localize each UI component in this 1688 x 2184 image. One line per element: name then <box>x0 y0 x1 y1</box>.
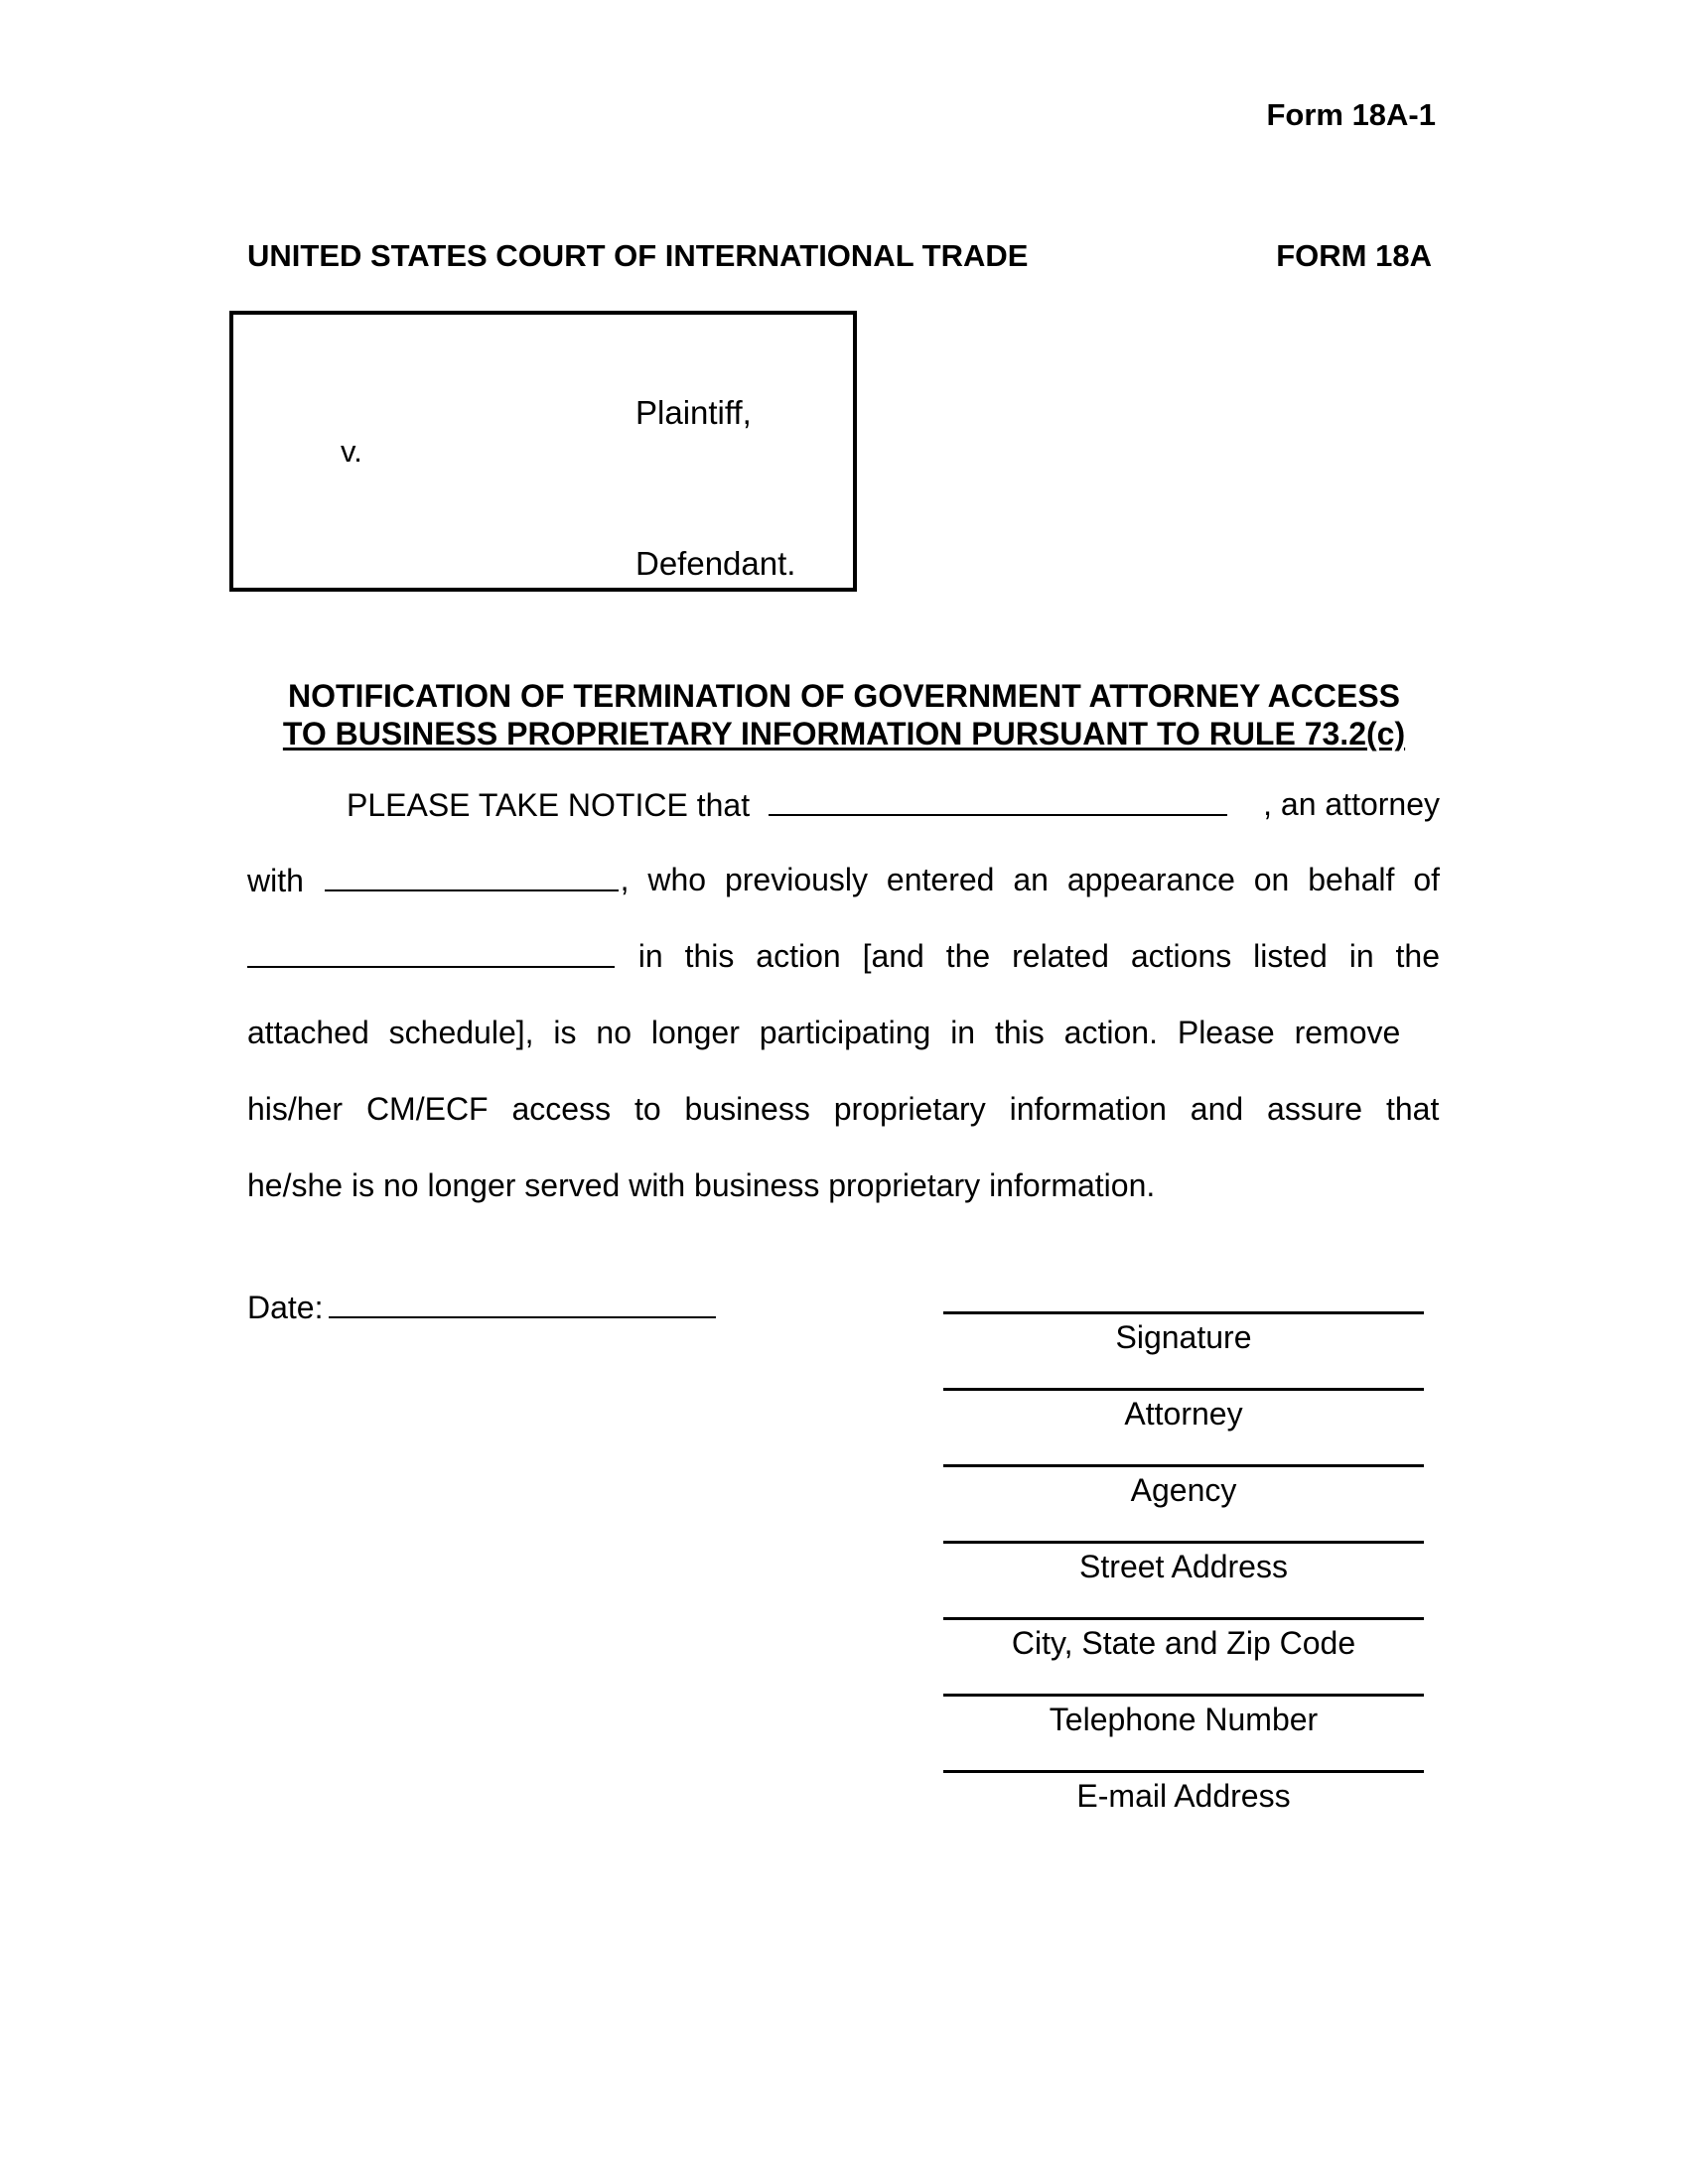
signature-line[interactable] <box>943 1311 1424 1314</box>
date-row <box>247 1281 716 1326</box>
telephone-label: Telephone Number <box>1049 1702 1319 1737</box>
attorney-label: Attorney <box>1124 1396 1243 1432</box>
attorney-line[interactable] <box>943 1388 1424 1391</box>
title-line-2: TO BUSINESS PROPRIETARY INFORMATION PURSUANT TO RULE 73.2(c) <box>282 716 1406 751</box>
body-line-1 <box>247 784 1440 825</box>
agency-blank[interactable] <box>325 860 619 891</box>
party-blank[interactable] <box>247 936 615 968</box>
notice-text: PLEASE TAKE NOTICE that <box>347 787 751 823</box>
city-state-zip-label: City, State and Zip Code <box>1011 1625 1356 1661</box>
street-address-label: Street Address <box>1079 1549 1288 1584</box>
plaintiff-label: Plaintiff, <box>635 394 752 431</box>
body-line-6: he/she is no longer served with business proprietary information. <box>247 1167 1156 1203</box>
with-text: with <box>247 863 304 898</box>
title-line-1: NOTIFICATION OF TERMINATION OF GOVERNMENT ATTORNEY ACCESS <box>288 678 1400 714</box>
email-label: E-mail Address <box>1076 1778 1291 1814</box>
related-actions-text: in this action [and the related actions listed in the <box>637 938 1440 974</box>
an-attorney-text: , an attorney <box>1263 786 1440 822</box>
form-number: Form 18A-1 <box>1266 97 1436 132</box>
signature-label: Signature <box>1115 1319 1252 1355</box>
appearance-text: , who previously entered an appearance on behalf of <box>620 862 1440 897</box>
date-label: Date: <box>247 1290 324 1325</box>
agency-label: Agency <box>1130 1472 1237 1508</box>
body-line-5: his/her CM/ECF access to business proprietary information and assure that <box>247 1091 1440 1127</box>
form-code: FORM 18A <box>1276 238 1432 273</box>
street-address-line[interactable] <box>943 1541 1424 1544</box>
attorney-name-blank[interactable] <box>769 784 1227 816</box>
body-line-2 <box>247 860 1440 900</box>
defendant-label: Defendant. <box>635 545 796 582</box>
court-name: UNITED STATES COURT OF INTERNATIONAL TRADE <box>247 238 1029 273</box>
date-blank[interactable] <box>329 1281 716 1318</box>
body-line-3 <box>247 936 1440 976</box>
case-caption-box <box>229 311 857 592</box>
versus-label: v. <box>341 434 362 469</box>
telephone-line[interactable] <box>943 1694 1424 1697</box>
body-line-4: attached schedule], is no longer participating in this action. Please remove <box>247 1015 1401 1050</box>
email-line[interactable] <box>943 1770 1424 1773</box>
agency-line[interactable] <box>943 1464 1424 1467</box>
city-state-zip-line[interactable] <box>943 1617 1424 1620</box>
document-title <box>228 677 1460 752</box>
